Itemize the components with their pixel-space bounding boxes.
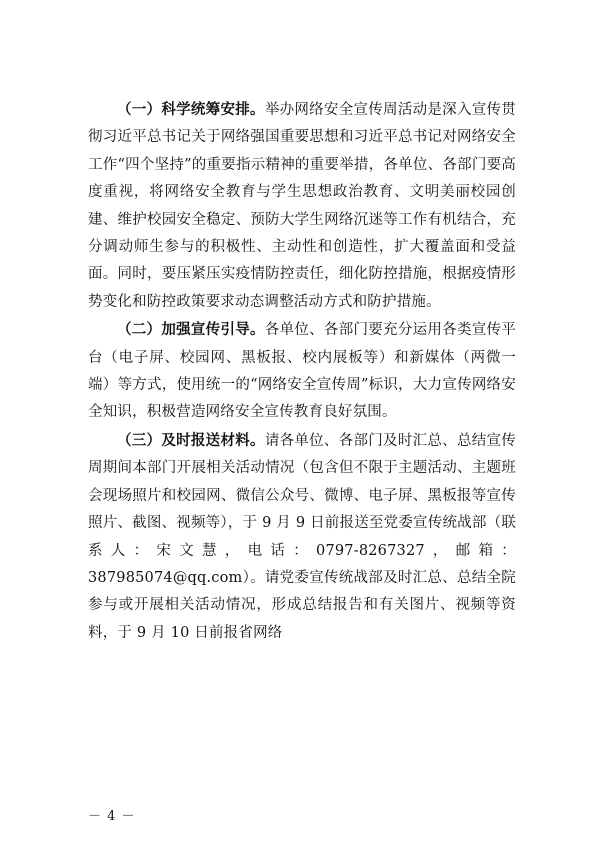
paragraph-1 [88,96,516,316]
paragraph-2-body: 各单位、各部门要充分运用各类宣传平台（电子屏、校园网、黑板报、校内展板等）和新媒体（两微一端）等方式，使用统一的“网络安全宣传周”标识，大力宣传网络安全知识，积极营造网络安全宣传教育良好氛围。 [88,322,516,421]
paragraph-1-heading: （一）科学统筹安排。 [117,101,265,118]
paragraph-2-heading: （二）加强宣传引导。 [117,321,265,339]
page-number: － 4 － [88,809,136,824]
document-body [88,96,516,647]
paragraph-2 [88,316,516,427]
paragraph-3 [88,427,516,647]
paragraph-1-body: 举办网络安全宣传周活动是深入宣传贯彻习近平总书记关于网络强国重要思想和习近平总书记对网络安全工作“四个坚持”的重要指示精神的重要举措，各单位、各部门要高度重视，将网络安全教育与学生思想政治教育、文明美丽校园创建、维护校园安全稳定、预防大学生网络沉迷等工作有机结合，充分调动师生参与的积极性、主动性和创造性，扩大覆盖面和受益面。同时，要压紧压实疫情防控责任，细化防控措施，根据疫情形势变化和防控政策要求动态调整活动方式和防护措施。 [88,102,516,310]
paragraph-3-heading: （三）及时报送材料。 [117,431,265,449]
paragraph-3-body: 请各单位、各部门及时汇总、总结宣传周期间本部门开展相关活动情况（包含但不限于主题活动、主题班会现场照片和校园网、微信公众号、微博、电子屏、黑板报等宣传照片、截图、视频等），于 9 月 9 日前报送至党委宣传统战部（联系人：宋文慧，电话：0797-8267327，邮箱：387985074@qq.com）。请党委宣传统战部及时汇总、总结全院参与或开展相关活动情况，形成总结报告和有关图片、视频等资料，于 9 月 10 日前报省网络 [88,432,516,641]
